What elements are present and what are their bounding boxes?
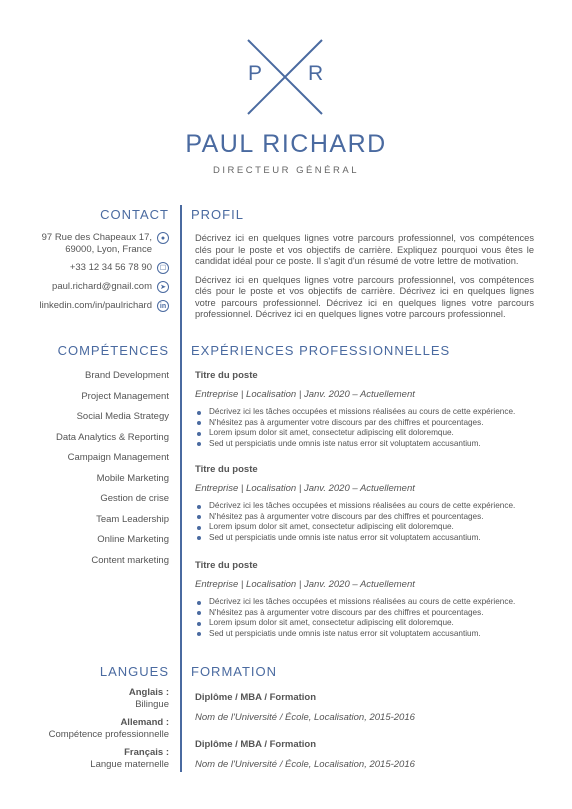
language-name: Allemand : <box>120 717 169 728</box>
contact-heading: CONTACT <box>100 207 169 222</box>
phone-icon: ☐ <box>157 262 169 274</box>
languages-list <box>49 687 169 777</box>
skill-item: Content marketing <box>91 554 169 566</box>
email-text[interactable]: paul.richard@gnail.com <box>52 281 152 292</box>
experience-title: Titre du poste <box>195 370 258 381</box>
skill-item: Campaign Management <box>67 452 169 463</box>
profile-text <box>195 233 534 328</box>
map-pin-icon: ● <box>157 232 169 244</box>
linkedin-text[interactable]: linkedin.com/in/paulrichard <box>39 300 152 311</box>
address-line2: 69000, Lyon, France <box>65 243 152 255</box>
experience-bullet: Lorem ipsum dolor sit amet, consectetur adipiscing elit doloremque. <box>195 522 535 533</box>
education-title: Diplôme / MBA / Formation <box>195 739 317 750</box>
skill-item: Team Leadership <box>96 513 169 525</box>
phone-text: +33 12 34 56 78 90 <box>69 262 152 273</box>
language-level: Compétence professionnelle <box>48 728 169 740</box>
language-name: Français : <box>124 747 169 758</box>
contact-phone <box>40 262 169 274</box>
experience-subtitle: Entreprise | Localisation | Janv. 2020 – Actuellement <box>195 389 415 400</box>
experience-bullet: Décrivez ici les tâches occupées et missions réalisées au cours de cette expérience. <box>195 407 535 418</box>
monogram-letter-right: R <box>308 62 324 85</box>
experience-heading: EXPÉRIENCES PROFESSIONNELLES <box>191 343 451 358</box>
experience-title: Titre du poste <box>195 464 258 475</box>
skills-list <box>56 370 169 575</box>
education-title: Diplôme / MBA / Formation <box>195 692 317 703</box>
skill-item: Project Management <box>81 390 169 402</box>
education-entry <box>195 692 415 723</box>
experience-bullet: Sed ut perspiciatis unde omnis iste natus error sit voluptatem accusantium. <box>195 439 535 450</box>
education-subtitle: Nom de l'Université / École, Localisation, 2015-2016 <box>195 712 415 723</box>
experience-bullet: Sed ut perspiciatis unde omnis iste natus error sit voluptatem accusantium. <box>195 533 535 544</box>
experience-entry <box>195 560 535 639</box>
person-name: PAUL RICHARD <box>185 130 387 158</box>
experience-subtitle: Entreprise | Localisation | Janv. 2020 – Actuellement <box>195 579 415 590</box>
education-heading: FORMATION <box>191 664 278 679</box>
skill-item: Gestion de crise <box>100 493 169 504</box>
experience-bullet: N'hésitez pas à argumenter votre discours par des chiffres et pourcentages. <box>195 418 535 429</box>
skill-item: Mobile Marketing <box>96 472 169 484</box>
profile-paragraph: Décrivez ici en quelques lignes votre parcours professionnel, vos compétences clés pour le poste et vos objectifs de carrière. Expliquez pourquoi vous êtes le candidat idéal pour ce poste. Il s'agit d'un résumé de votre lettre de motivation. <box>195 233 534 266</box>
monogram-letter-left: P <box>248 62 263 85</box>
contact-email[interactable] <box>40 281 169 293</box>
language-name: Anglais : <box>128 687 169 698</box>
contact-address <box>40 232 169 255</box>
profile-heading: PROFIL <box>191 207 244 222</box>
skills-heading: COMPÉTENCES <box>57 343 169 358</box>
contact-list <box>40 232 169 319</box>
education-subtitle: Nom de l'Université / École, Localisation, 2015-2016 <box>195 759 415 770</box>
skill-item: Online Marketing <box>97 534 169 545</box>
experience-bullet: Sed ut perspiciatis unde omnis iste natus error sit voluptatem accusantium. <box>195 629 535 640</box>
languages-heading: LANGUES <box>99 664 169 679</box>
job-title: DIRECTEUR GÉNÉRAL <box>213 165 359 176</box>
experience-bullet: N'hésitez pas à argumenter votre discours par des chiffres et pourcentages. <box>195 608 535 619</box>
column-divider <box>180 205 182 772</box>
send-icon: ➤ <box>157 281 169 293</box>
linkedin-icon: in <box>157 300 169 312</box>
experience-entry <box>195 464 535 543</box>
skill-item: Data Analytics & Reporting <box>55 431 169 443</box>
experience-title: Titre du poste <box>195 560 258 571</box>
experience-subtitle: Entreprise | Localisation | Janv. 2020 – Actuellement <box>195 483 415 494</box>
experience-bullet: Lorem ipsum dolor sit amet, consectetur adipiscing elit doloremque. <box>195 618 535 629</box>
skill-item: Brand Development <box>85 370 169 381</box>
skill-item: Social Media Strategy <box>76 411 169 422</box>
experience-bullet: N'hésitez pas à argumenter votre discours par des chiffres et pourcentages. <box>195 512 535 523</box>
language-level: Bilingue <box>135 698 169 710</box>
experience-bullet: Décrivez ici les tâches occupées et missions réalisées au cours de cette expérience. <box>195 501 535 512</box>
experience-entry <box>195 370 535 449</box>
monogram-logo <box>246 38 324 116</box>
experience-bullet: Décrivez ici les tâches occupées et missions réalisées au cours de cette expérience. <box>195 597 535 608</box>
experience-bullet: Lorem ipsum dolor sit amet, consectetur adipiscing elit doloremque. <box>195 428 535 439</box>
address-line1: 97 Rue des Chapeaux 17, <box>41 232 152 243</box>
contact-linkedin[interactable] <box>40 300 169 312</box>
language-level: Langue maternelle <box>90 758 169 770</box>
education-entry <box>195 739 415 770</box>
profile-paragraph: Décrivez ici en quelques lignes votre parcours professionnel, vos compétences clés pour le poste et vos objectifs de carrière. Décrivez ici en quelques lignes votre parcours professionnel. Décrivez ici en quelques lignes votre parcours professionnel. Décrivez ici en quelques lignes votre parcours professionnel. <box>195 274 534 319</box>
